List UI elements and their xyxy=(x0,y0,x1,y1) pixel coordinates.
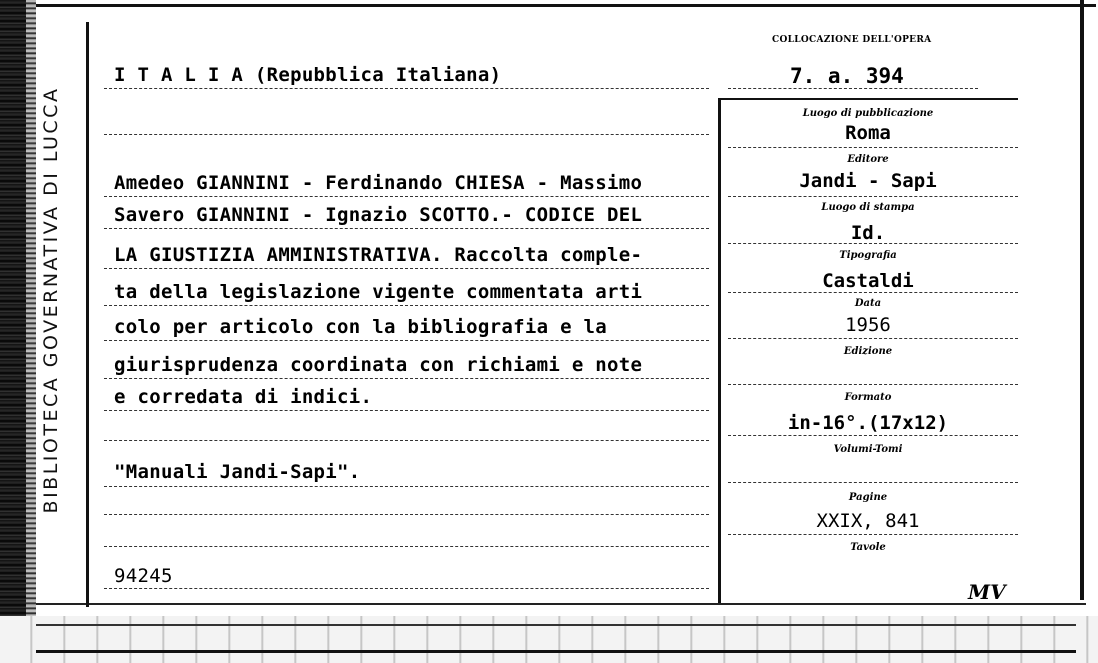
field-label-pagine: Pagine xyxy=(848,492,888,503)
field-label-volumi-tomi: Volumi-Tomi xyxy=(833,444,903,455)
field-label-tavole: Tavole xyxy=(850,542,886,553)
card-left-edge xyxy=(0,0,36,663)
field-value-pagine: XXIX, 841 xyxy=(816,510,920,532)
field-value-editore: Jandi - Sapi xyxy=(799,170,937,192)
field-label-luogo-stampa: Luogo di stampa xyxy=(821,202,915,213)
publication-panel xyxy=(718,98,1018,603)
field-value-luogo-pubblicazione: Roma xyxy=(845,122,891,144)
card-bottom-border xyxy=(36,603,1086,605)
library-name: BIBLIOTECA GOVERNATIVA DI LUCCA xyxy=(40,86,62,514)
series-note: "Manuali Jandi-Sapi". xyxy=(114,461,361,483)
field-value-formato: in-16°.(17x12) xyxy=(787,412,949,434)
field-label-edizione: Edizione xyxy=(843,346,893,357)
field-label-luogo-pubblicazione: Luogo di pubblicazione xyxy=(802,108,934,119)
margin-rule xyxy=(86,22,89,607)
card-right-border xyxy=(1080,0,1084,600)
field-value-data: 1956 xyxy=(845,314,891,336)
field-label-editore: Editore xyxy=(847,154,889,165)
collocazione-value: 7. a. 394 xyxy=(790,64,904,88)
field-label-data: Data xyxy=(854,298,882,309)
librarian-initials: MV xyxy=(968,580,1006,604)
field-value-luogo-stampa: Id. xyxy=(850,222,886,244)
field-value-tipografia: Castaldi xyxy=(822,270,914,292)
collocazione-label: COLLOCAZIONE DELL'OPERA xyxy=(772,35,932,45)
body-line-7: e corredata di indici. xyxy=(114,386,373,408)
card-top-border xyxy=(36,4,1096,7)
body-line-3: LA GIUSTIZIA AMMINISTRATIVA. Raccolta comple- xyxy=(114,244,643,266)
body-line-6: giurisprudenza coordinata con richiami e note xyxy=(114,354,643,376)
body-line-4: ta della legislazione vigente commentata arti xyxy=(114,281,643,303)
card-heading: I T A L I A (Repubblica Italiana) xyxy=(114,64,502,86)
field-label-formato: Formato xyxy=(844,392,892,403)
body-line-1: Amedeo GIANNINI - Ferdinando CHIESA - Massimo xyxy=(114,172,643,194)
body-line-2: Savero GIANNINI - Ignazio SCOTTO.- CODICE DEL xyxy=(114,204,643,226)
next-card-strip xyxy=(0,616,1098,663)
collocazione-rule xyxy=(728,88,978,89)
field-label-tipografia: Tipografia xyxy=(839,250,897,261)
body-line-5: colo per articolo con la bibliografia e la xyxy=(114,316,608,338)
inventory-number: 94245 xyxy=(114,565,173,587)
